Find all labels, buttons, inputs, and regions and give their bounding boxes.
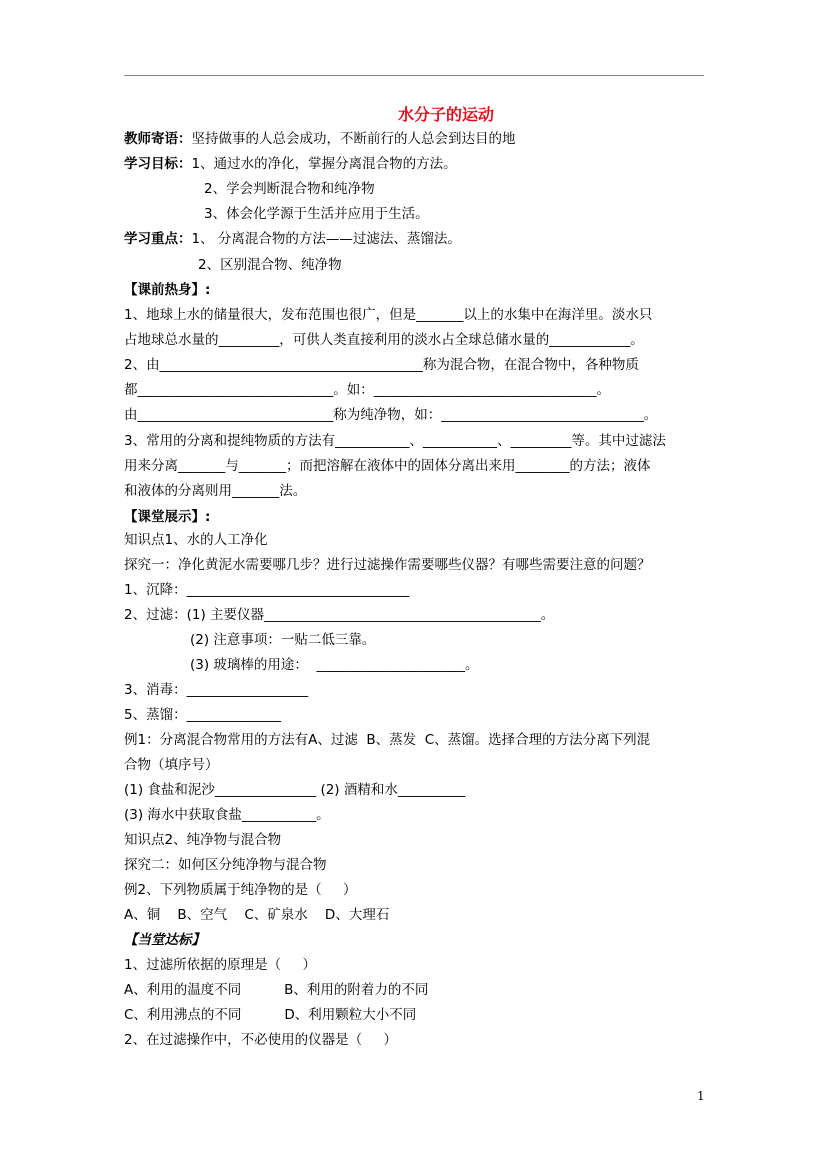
classroom-line: 例2、下列物质属于纯净物的是（ ）: [124, 882, 357, 898]
warmup-line: 用来分离_______与_______；而把溶解在液体中的固体分离出来用________的方法；液体: [124, 458, 651, 474]
classroom-line: 知识点1、水的人工净化: [124, 532, 268, 548]
motto-text: 坚持做事的人总会成功，不断前行的人总会到达目的地: [191, 131, 516, 147]
goal-item: 2、学会判断混合物和纯净物: [204, 181, 375, 197]
page-title: 水分子的运动: [398, 105, 495, 124]
warmup-line: 3、常用的分离和提纯物质的方法有___________、___________、_________等。其中过滤法: [124, 433, 666, 449]
goals-label: 学习目标：: [124, 156, 192, 172]
classroom-line: 探究二：如何区分纯净物与混合物: [124, 857, 327, 873]
classroom-line: 合物（填序号）: [124, 757, 219, 773]
test-line: 1、过滤所依据的原理是（ ）: [124, 957, 317, 973]
test-line: 2、在过滤操作中，不必使用的仪器是（ ）: [124, 1032, 398, 1048]
classroom-line: 探究一：净化黄泥水需要哪几步？进行过滤操作需要哪些仪器？有哪些需要注意的问题？: [124, 557, 651, 573]
page-number: 1: [697, 1089, 705, 1103]
warmup-header: 【课前热身】:: [124, 282, 211, 298]
classroom-line: 3、消毒：__________________: [124, 682, 309, 698]
test-line: A、利用的温度不同 B、利用的附着力的不同: [124, 982, 429, 998]
warmup-line: 1、地球上水的储量很大，发布范围也很广，但是_______以上的水集中在海洋里。淡水只: [124, 307, 653, 323]
goal-item: 3、体会化学源于生活并应用于生活。: [204, 206, 429, 222]
motto-label: 教师寄语：: [124, 131, 192, 147]
motto-line: [124, 129, 516, 149]
keypoints-label: 学习重点：: [124, 231, 192, 247]
header-rule: [124, 75, 704, 76]
classroom-line: 5、蒸馏：______________: [124, 707, 282, 723]
test-line: C、利用沸点的不同 D、利用颗粒大小不同: [124, 1007, 417, 1023]
warmup-line: 都_____________________________。如：_________________________________。: [124, 382, 610, 398]
test-header: 【当堂达标】: [124, 932, 205, 948]
goals-line: [124, 154, 457, 174]
warmup-line: 和液体的分离则用_______法。: [124, 483, 307, 499]
classroom-header: 【课堂展示】:: [124, 509, 211, 525]
keypoints-line: [124, 229, 461, 249]
keypoint-item: 1、 分离混合物的方法——过滤法、蒸馏法。: [191, 231, 461, 247]
classroom-line: 知识点2、纯净物与混合物: [124, 832, 282, 848]
goal-item: 1、通过水的净化，掌握分离混合物的方法。: [191, 156, 457, 172]
warmup-line: 占地球总水量的_________，可供人类直接利用的淡水占全球总储水量的____________。: [124, 332, 644, 348]
warmup-line: 由_____________________________称为纯净物，如：______________________________。: [124, 407, 658, 423]
warmup-line: 2、由_______________________________________称为混合物，在混合物中，各种物质: [124, 357, 639, 373]
classroom-line: 例1：分离混合物常用的方法有A、过滤 B、蒸发 C、蒸馏。选择合理的方法分离下列混: [124, 732, 651, 748]
classroom-line: (1) 食盐和泥沙_______________ (2) 酒精和水__________: [124, 782, 466, 798]
classroom-line: (3) 玻璃棒的用途： ______________________。: [190, 657, 479, 673]
classroom-line: (3) 海水中获取食盐___________。: [124, 807, 330, 823]
classroom-line: 1、沉降：_________________________________: [124, 582, 410, 598]
classroom-line: (2) 注意事项：一贴二低三靠。: [190, 632, 376, 648]
keypoint-item: 2、区别混合物、纯净物: [198, 257, 342, 273]
classroom-line: 2、过滤：(1) 主要仪器_________________________________________。: [124, 607, 555, 623]
classroom-line: A、铜 B、空气 C、矿泉水 D、大理石: [124, 907, 390, 923]
